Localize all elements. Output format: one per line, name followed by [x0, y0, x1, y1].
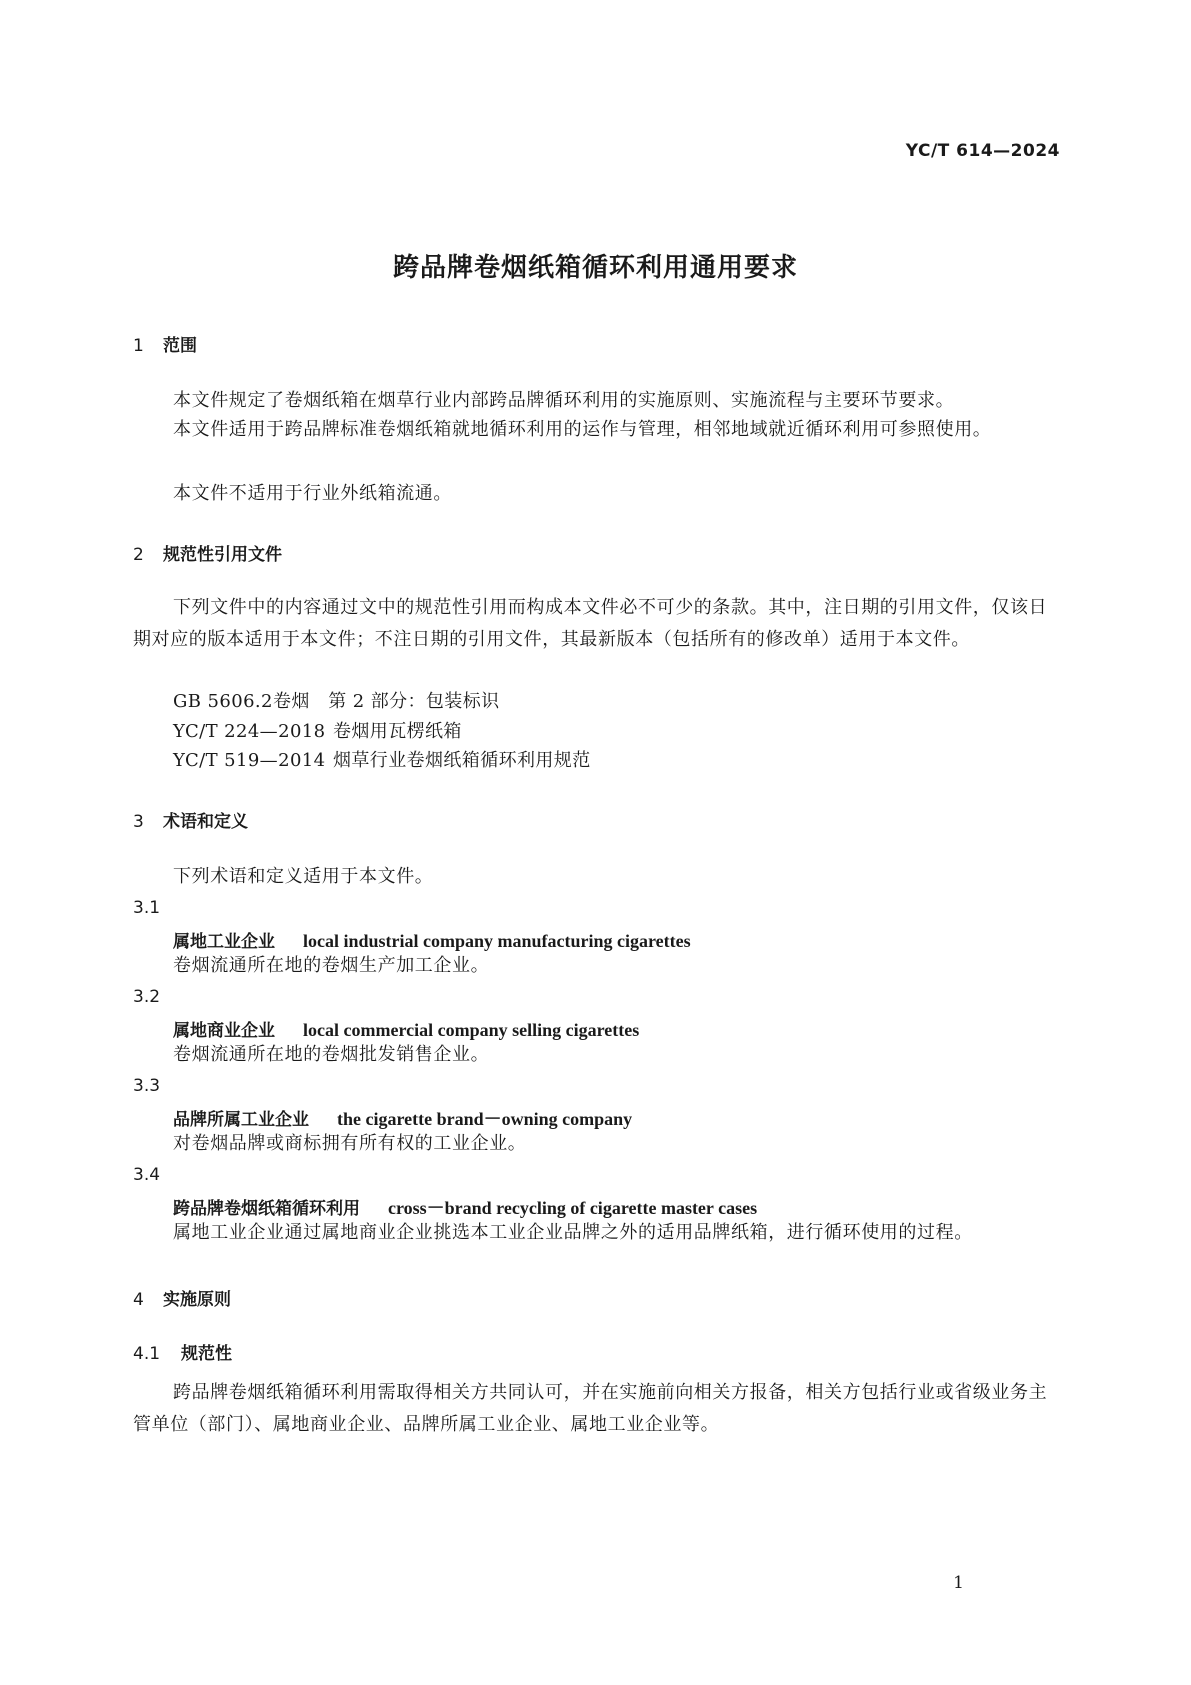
document-title: 跨品牌卷烟纸箱循环利用通用要求: [392, 253, 798, 283]
section-3-heading: [133, 807, 248, 832]
section-number: 4: [133, 1290, 144, 1310]
term-english: local industrial company manufacturing cigarettes: [303, 931, 691, 951]
term-english: local commercial company selling cigarettes: [303, 1020, 640, 1040]
section-1-heading: [133, 331, 197, 356]
reference-title: 烟草行业卷烟纸箱循环利用规范: [333, 750, 591, 771]
subsection-4-1-paragraph: 跨品牌卷烟纸箱循环利用需取得相关方共同认可，并在实施前向相关方报备，相关方包括行业或省级业务主管单位（部门）、属地商业企业、品牌所属工业企业、属地工业企业等。: [133, 1382, 1048, 1435]
term-definition: 对卷烟品牌或商标拥有所有权的工业企业。: [173, 1133, 527, 1154]
term-chinese: 属地商业企业: [173, 1021, 275, 1041]
section-1-paragraph-2: 本文件适用于跨品牌标准卷烟纸箱就地循环利用的运作与管理，相邻地域就近循环利用可参照使用。: [173, 419, 992, 440]
term-chinese: 属地工业企业: [173, 932, 275, 952]
section-number: 3: [133, 812, 144, 832]
section-number: 2: [133, 545, 144, 565]
reference-item: [173, 746, 591, 772]
section-1-paragraph-1: 本文件规定了卷烟纸箱在烟草行业内部跨品牌循环利用的实施原则、实施流程与主要环节要求。: [173, 390, 955, 411]
subsection-title: 规范性: [181, 1344, 232, 1364]
term-number: 3.2: [133, 987, 161, 1007]
subsection-4-1-heading: [133, 1339, 232, 1364]
page-number: 1: [953, 1573, 964, 1593]
reference-item: [173, 687, 500, 713]
subsection-number: 4.1: [133, 1344, 161, 1364]
section-title: 范围: [163, 336, 197, 356]
section-3-intro: 下列术语和定义适用于本文件。: [173, 866, 434, 887]
reference-code: YC/T 224—2018: [173, 721, 326, 742]
term-english: cross－brand recycling of cigarette master cases: [388, 1198, 758, 1218]
term-heading: [173, 1016, 639, 1041]
section-2-paragraph-1: 下列文件中的内容通过文中的规范性引用而构成本文件必不可少的条款。其中，注日期的引用文件，仅该日期对应的版本适用于本文件；不注日期的引用文件，其最新版本（包括所有的修改单）适用于本文件。: [133, 597, 1048, 650]
section-number: 1: [133, 336, 144, 356]
term-number: 3.1: [133, 898, 161, 918]
term-definition: 卷烟流通所在地的卷烟批发销售企业。: [173, 1044, 490, 1065]
reference-title: 卷烟用瓦楞纸箱: [333, 721, 462, 742]
term-heading: [173, 927, 691, 952]
section-2-heading: [133, 540, 282, 565]
section-title: 规范性引用文件: [163, 545, 282, 565]
term-english: the cigarette brand－owning company: [337, 1109, 633, 1129]
term-chinese: 跨品牌卷烟纸箱循环利用: [173, 1199, 360, 1219]
section-title: 实施原则: [163, 1290, 231, 1310]
term-definition: 属地工业企业通过属地商业企业挑选本工业企业品牌之外的适用品牌纸箱，进行循环使用的过程。: [173, 1222, 973, 1243]
reference-title: 卷烟 第 2 部分：包装标识: [273, 691, 500, 712]
term-chinese: 品牌所属工业企业: [173, 1110, 309, 1130]
document-number: YC/T 614—2024: [905, 141, 1060, 161]
reference-code: YC/T 519—2014: [173, 750, 326, 771]
term-number: 3.3: [133, 1076, 161, 1096]
section-title: 术语和定义: [163, 812, 248, 832]
term-definition: 卷烟流通所在地的卷烟生产加工企业。: [173, 955, 490, 976]
term-number: 3.4: [133, 1165, 161, 1185]
reference-code: GB 5606.2: [173, 691, 273, 712]
section-1-paragraph-3: 本文件不适用于行业外纸箱流通。: [173, 483, 452, 504]
section-4-heading: [133, 1285, 231, 1310]
reference-item: [173, 717, 462, 743]
